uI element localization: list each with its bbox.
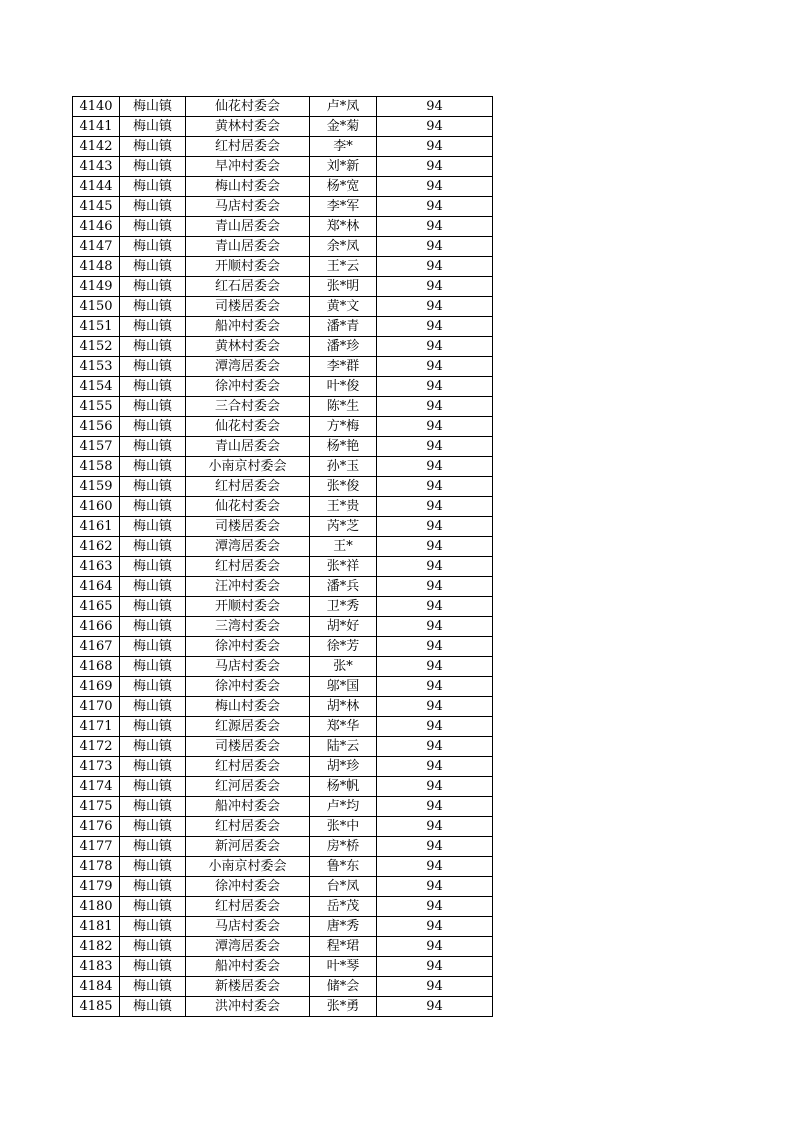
score-cell: 94 xyxy=(377,757,493,777)
score-cell: 94 xyxy=(377,197,493,217)
person-name-cell: 张*勇 xyxy=(310,997,377,1017)
town-cell: 梅山镇 xyxy=(120,437,186,457)
score-cell: 94 xyxy=(377,277,493,297)
row-number-cell: 4172 xyxy=(73,737,120,757)
town-cell: 梅山镇 xyxy=(120,877,186,897)
row-number-cell: 4149 xyxy=(73,277,120,297)
person-name-cell: 方*梅 xyxy=(310,417,377,437)
score-cell: 94 xyxy=(377,837,493,857)
person-name-cell: 程*珺 xyxy=(310,937,377,957)
row-number-cell: 4176 xyxy=(73,817,120,837)
score-cell: 94 xyxy=(377,737,493,757)
village-committee-cell: 徐冲村委会 xyxy=(186,377,310,397)
village-committee-cell: 马店村委会 xyxy=(186,197,310,217)
row-number-cell: 4164 xyxy=(73,577,120,597)
score-cell: 94 xyxy=(377,797,493,817)
person-name-cell: 王* xyxy=(310,537,377,557)
score-cell: 94 xyxy=(377,317,493,337)
row-number-cell: 4147 xyxy=(73,237,120,257)
town-cell: 梅山镇 xyxy=(120,297,186,317)
row-number-cell: 4158 xyxy=(73,457,120,477)
row-number-cell: 4169 xyxy=(73,677,120,697)
town-cell: 梅山镇 xyxy=(120,457,186,477)
person-name-cell: 台*凤 xyxy=(310,877,377,897)
table-row xyxy=(73,397,493,417)
row-number-cell: 4175 xyxy=(73,797,120,817)
village-committee-cell: 红源居委会 xyxy=(186,717,310,737)
town-cell: 梅山镇 xyxy=(120,497,186,517)
town-cell: 梅山镇 xyxy=(120,957,186,977)
score-cell: 94 xyxy=(377,457,493,477)
person-name-cell: 王*贵 xyxy=(310,497,377,517)
row-number-cell: 4181 xyxy=(73,917,120,937)
row-number-cell: 4146 xyxy=(73,217,120,237)
row-number-cell: 4143 xyxy=(73,157,120,177)
village-committee-cell: 黄林村委会 xyxy=(186,117,310,137)
table-row xyxy=(73,877,493,897)
table-row xyxy=(73,737,493,757)
score-cell: 94 xyxy=(377,517,493,537)
person-name-cell: 储*会 xyxy=(310,977,377,997)
person-name-cell: 卫*秀 xyxy=(310,597,377,617)
person-name-cell: 胡*林 xyxy=(310,697,377,717)
score-cell: 94 xyxy=(377,137,493,157)
town-cell: 梅山镇 xyxy=(120,317,186,337)
town-cell: 梅山镇 xyxy=(120,837,186,857)
table-row xyxy=(73,797,493,817)
score-cell: 94 xyxy=(377,657,493,677)
score-cell: 94 xyxy=(377,637,493,657)
town-cell: 梅山镇 xyxy=(120,857,186,877)
row-number-cell: 4165 xyxy=(73,597,120,617)
person-name-cell: 李*群 xyxy=(310,357,377,377)
person-name-cell: 张*明 xyxy=(310,277,377,297)
town-cell: 梅山镇 xyxy=(120,337,186,357)
row-number-cell: 4144 xyxy=(73,177,120,197)
table-row xyxy=(73,957,493,977)
town-cell: 梅山镇 xyxy=(120,597,186,617)
row-number-cell: 4177 xyxy=(73,837,120,857)
table-row xyxy=(73,257,493,277)
table-row xyxy=(73,717,493,737)
person-name-cell: 房*桥 xyxy=(310,837,377,857)
village-committee-cell: 新楼居委会 xyxy=(186,977,310,997)
table-row xyxy=(73,857,493,877)
person-name-cell: 潘*珍 xyxy=(310,337,377,357)
town-cell: 梅山镇 xyxy=(120,277,186,297)
person-name-cell: 张*俊 xyxy=(310,477,377,497)
table-row xyxy=(73,777,493,797)
row-number-cell: 4150 xyxy=(73,297,120,317)
village-committee-cell: 潭湾居委会 xyxy=(186,537,310,557)
town-cell: 梅山镇 xyxy=(120,897,186,917)
person-name-cell: 潘*兵 xyxy=(310,577,377,597)
person-name-cell: 张* xyxy=(310,657,377,677)
town-cell: 梅山镇 xyxy=(120,517,186,537)
person-name-cell: 叶*琴 xyxy=(310,957,377,977)
table-row xyxy=(73,997,493,1017)
village-committee-cell: 新河居委会 xyxy=(186,837,310,857)
score-cell: 94 xyxy=(377,877,493,897)
table-row xyxy=(73,697,493,717)
town-cell: 梅山镇 xyxy=(120,617,186,637)
village-committee-cell: 仙花村委会 xyxy=(186,497,310,517)
table-row xyxy=(73,197,493,217)
table-row xyxy=(73,617,493,637)
row-number-cell: 4174 xyxy=(73,777,120,797)
village-committee-cell: 洪冲村委会 xyxy=(186,997,310,1017)
score-cell: 94 xyxy=(377,397,493,417)
village-committee-cell: 红村居委会 xyxy=(186,757,310,777)
score-cell: 94 xyxy=(377,537,493,557)
score-cell: 94 xyxy=(377,817,493,837)
row-number-cell: 4161 xyxy=(73,517,120,537)
village-committee-cell: 徐冲村委会 xyxy=(186,637,310,657)
person-name-cell: 鲁*东 xyxy=(310,857,377,877)
row-number-cell: 4162 xyxy=(73,537,120,557)
person-name-cell: 陈*生 xyxy=(310,397,377,417)
person-name-cell: 李*军 xyxy=(310,197,377,217)
table-row xyxy=(73,237,493,257)
village-committee-cell: 马店村委会 xyxy=(186,657,310,677)
score-cell: 94 xyxy=(377,497,493,517)
person-name-cell: 郑*华 xyxy=(310,717,377,737)
person-name-cell: 唐*秀 xyxy=(310,917,377,937)
village-committee-cell: 马店村委会 xyxy=(186,917,310,937)
person-name-cell: 余*凤 xyxy=(310,237,377,257)
town-cell: 梅山镇 xyxy=(120,237,186,257)
village-committee-cell: 红石居委会 xyxy=(186,277,310,297)
table-row xyxy=(73,897,493,917)
person-name-cell: 芮*芝 xyxy=(310,517,377,537)
table-row xyxy=(73,937,493,957)
table-row xyxy=(73,497,493,517)
table-row xyxy=(73,477,493,497)
table-row xyxy=(73,637,493,657)
town-cell: 梅山镇 xyxy=(120,797,186,817)
row-number-cell: 4145 xyxy=(73,197,120,217)
score-cell: 94 xyxy=(377,177,493,197)
row-number-cell: 4141 xyxy=(73,117,120,137)
table-row xyxy=(73,517,493,537)
table-row xyxy=(73,217,493,237)
village-committee-cell: 梅山村委会 xyxy=(186,177,310,197)
village-committee-cell: 红村居委会 xyxy=(186,477,310,497)
village-committee-cell: 三合村委会 xyxy=(186,397,310,417)
person-name-cell: 胡*好 xyxy=(310,617,377,637)
person-name-cell: 王*云 xyxy=(310,257,377,277)
village-committee-cell: 三湾村委会 xyxy=(186,617,310,637)
row-number-cell: 4156 xyxy=(73,417,120,437)
row-number-cell: 4173 xyxy=(73,757,120,777)
score-cell: 94 xyxy=(377,937,493,957)
town-cell: 梅山镇 xyxy=(120,677,186,697)
village-committee-cell: 徐冲村委会 xyxy=(186,877,310,897)
row-number-cell: 4159 xyxy=(73,477,120,497)
village-committee-cell: 汪冲村委会 xyxy=(186,577,310,597)
town-cell: 梅山镇 xyxy=(120,777,186,797)
village-committee-cell: 徐冲村委会 xyxy=(186,677,310,697)
row-number-cell: 4148 xyxy=(73,257,120,277)
score-cell: 94 xyxy=(377,717,493,737)
score-cell: 94 xyxy=(377,977,493,997)
town-cell: 梅山镇 xyxy=(120,157,186,177)
person-name-cell: 杨*帆 xyxy=(310,777,377,797)
table-row xyxy=(73,417,493,437)
town-cell: 梅山镇 xyxy=(120,117,186,137)
village-committee-cell: 红村居委会 xyxy=(186,897,310,917)
row-number-cell: 4153 xyxy=(73,357,120,377)
row-number-cell: 4178 xyxy=(73,857,120,877)
score-cell: 94 xyxy=(377,557,493,577)
score-cell: 94 xyxy=(377,957,493,977)
town-cell: 梅山镇 xyxy=(120,177,186,197)
table-row xyxy=(73,97,493,117)
data-table xyxy=(72,96,493,1017)
row-number-cell: 4183 xyxy=(73,957,120,977)
town-cell: 梅山镇 xyxy=(120,417,186,437)
row-number-cell: 4171 xyxy=(73,717,120,737)
table-row xyxy=(73,537,493,557)
town-cell: 梅山镇 xyxy=(120,917,186,937)
score-cell: 94 xyxy=(377,217,493,237)
village-committee-cell: 仙花村委会 xyxy=(186,97,310,117)
person-name-cell: 杨*宽 xyxy=(310,177,377,197)
person-name-cell: 陆*云 xyxy=(310,737,377,757)
village-committee-cell: 司楼居委会 xyxy=(186,737,310,757)
person-name-cell: 郑*林 xyxy=(310,217,377,237)
table-row xyxy=(73,437,493,457)
score-cell: 94 xyxy=(377,117,493,137)
table-body xyxy=(73,97,493,1017)
village-committee-cell: 梅山村委会 xyxy=(186,697,310,717)
score-cell: 94 xyxy=(377,697,493,717)
town-cell: 梅山镇 xyxy=(120,577,186,597)
table-row xyxy=(73,757,493,777)
town-cell: 梅山镇 xyxy=(120,717,186,737)
score-cell: 94 xyxy=(377,437,493,457)
person-name-cell: 邬*国 xyxy=(310,677,377,697)
town-cell: 梅山镇 xyxy=(120,997,186,1017)
town-cell: 梅山镇 xyxy=(120,477,186,497)
table-row xyxy=(73,377,493,397)
person-name-cell: 金*菊 xyxy=(310,117,377,137)
table-row xyxy=(73,557,493,577)
row-number-cell: 4142 xyxy=(73,137,120,157)
town-cell: 梅山镇 xyxy=(120,757,186,777)
town-cell: 梅山镇 xyxy=(120,937,186,957)
village-committee-cell: 小南京村委会 xyxy=(186,457,310,477)
score-cell: 94 xyxy=(377,477,493,497)
row-number-cell: 4160 xyxy=(73,497,120,517)
table-row xyxy=(73,837,493,857)
village-committee-cell: 青山居委会 xyxy=(186,237,310,257)
row-number-cell: 4184 xyxy=(73,977,120,997)
row-number-cell: 4180 xyxy=(73,897,120,917)
village-committee-cell: 早冲村委会 xyxy=(186,157,310,177)
person-name-cell: 杨*艳 xyxy=(310,437,377,457)
row-number-cell: 4140 xyxy=(73,97,120,117)
town-cell: 梅山镇 xyxy=(120,397,186,417)
row-number-cell: 4166 xyxy=(73,617,120,637)
person-name-cell: 胡*珍 xyxy=(310,757,377,777)
village-committee-cell: 红村居委会 xyxy=(186,817,310,837)
table-row xyxy=(73,317,493,337)
town-cell: 梅山镇 xyxy=(120,557,186,577)
score-cell: 94 xyxy=(377,357,493,377)
town-cell: 梅山镇 xyxy=(120,817,186,837)
score-cell: 94 xyxy=(377,997,493,1017)
town-cell: 梅山镇 xyxy=(120,197,186,217)
village-committee-cell: 开顺村委会 xyxy=(186,257,310,277)
table-row xyxy=(73,357,493,377)
row-number-cell: 4163 xyxy=(73,557,120,577)
person-name-cell: 黄*文 xyxy=(310,297,377,317)
row-number-cell: 4154 xyxy=(73,377,120,397)
town-cell: 梅山镇 xyxy=(120,377,186,397)
row-number-cell: 4155 xyxy=(73,397,120,417)
town-cell: 梅山镇 xyxy=(120,137,186,157)
score-cell: 94 xyxy=(377,677,493,697)
town-cell: 梅山镇 xyxy=(120,357,186,377)
table-row xyxy=(73,137,493,157)
table-row xyxy=(73,337,493,357)
person-name-cell: 卢*凤 xyxy=(310,97,377,117)
person-name-cell: 刘*新 xyxy=(310,157,377,177)
row-number-cell: 4157 xyxy=(73,437,120,457)
score-cell: 94 xyxy=(377,297,493,317)
table-row xyxy=(73,457,493,477)
person-name-cell: 卢*均 xyxy=(310,797,377,817)
person-name-cell: 叶*俊 xyxy=(310,377,377,397)
village-committee-cell: 仙花村委会 xyxy=(186,417,310,437)
row-number-cell: 4179 xyxy=(73,877,120,897)
village-committee-cell: 黄林村委会 xyxy=(186,337,310,357)
row-number-cell: 4170 xyxy=(73,697,120,717)
town-cell: 梅山镇 xyxy=(120,697,186,717)
town-cell: 梅山镇 xyxy=(120,217,186,237)
village-committee-cell: 红村居委会 xyxy=(186,137,310,157)
score-cell: 94 xyxy=(377,237,493,257)
table-row xyxy=(73,977,493,997)
person-name-cell: 徐*芳 xyxy=(310,637,377,657)
row-number-cell: 4167 xyxy=(73,637,120,657)
person-name-cell: 张*祥 xyxy=(310,557,377,577)
row-number-cell: 4182 xyxy=(73,937,120,957)
village-committee-cell: 船冲村委会 xyxy=(186,957,310,977)
score-cell: 94 xyxy=(377,377,493,397)
village-committee-cell: 司楼居委会 xyxy=(186,297,310,317)
town-cell: 梅山镇 xyxy=(120,737,186,757)
score-cell: 94 xyxy=(377,617,493,637)
table-row xyxy=(73,577,493,597)
table-row xyxy=(73,817,493,837)
person-name-cell: 张*中 xyxy=(310,817,377,837)
village-committee-cell: 小南京村委会 xyxy=(186,857,310,877)
row-number-cell: 4151 xyxy=(73,317,120,337)
village-committee-cell: 司楼居委会 xyxy=(186,517,310,537)
person-name-cell: 李* xyxy=(310,137,377,157)
town-cell: 梅山镇 xyxy=(120,537,186,557)
village-committee-cell: 青山居委会 xyxy=(186,437,310,457)
table-row xyxy=(73,277,493,297)
person-name-cell: 孙*玉 xyxy=(310,457,377,477)
town-cell: 梅山镇 xyxy=(120,97,186,117)
table-row xyxy=(73,597,493,617)
village-committee-cell: 青山居委会 xyxy=(186,217,310,237)
town-cell: 梅山镇 xyxy=(120,637,186,657)
table-row xyxy=(73,157,493,177)
score-cell: 94 xyxy=(377,577,493,597)
score-cell: 94 xyxy=(377,257,493,277)
score-cell: 94 xyxy=(377,597,493,617)
village-committee-cell: 红村居委会 xyxy=(186,557,310,577)
village-committee-cell: 红河居委会 xyxy=(186,777,310,797)
row-number-cell: 4168 xyxy=(73,657,120,677)
village-committee-cell: 开顺村委会 xyxy=(186,597,310,617)
table-row xyxy=(73,117,493,137)
score-cell: 94 xyxy=(377,917,493,937)
table-row xyxy=(73,657,493,677)
score-cell: 94 xyxy=(377,417,493,437)
town-cell: 梅山镇 xyxy=(120,257,186,277)
town-cell: 梅山镇 xyxy=(120,657,186,677)
table-row xyxy=(73,917,493,937)
person-name-cell: 岳*茂 xyxy=(310,897,377,917)
table-row xyxy=(73,297,493,317)
person-name-cell: 潘*青 xyxy=(310,317,377,337)
score-cell: 94 xyxy=(377,157,493,177)
row-number-cell: 4152 xyxy=(73,337,120,357)
town-cell: 梅山镇 xyxy=(120,977,186,997)
score-cell: 94 xyxy=(377,857,493,877)
score-cell: 94 xyxy=(377,777,493,797)
score-cell: 94 xyxy=(377,897,493,917)
table-row xyxy=(73,177,493,197)
village-committee-cell: 船冲村委会 xyxy=(186,317,310,337)
row-number-cell: 4185 xyxy=(73,997,120,1017)
village-committee-cell: 船冲村委会 xyxy=(186,797,310,817)
village-committee-cell: 潭湾居委会 xyxy=(186,937,310,957)
score-cell: 94 xyxy=(377,97,493,117)
score-cell: 94 xyxy=(377,337,493,357)
village-committee-cell: 潭湾居委会 xyxy=(186,357,310,377)
table-row xyxy=(73,677,493,697)
